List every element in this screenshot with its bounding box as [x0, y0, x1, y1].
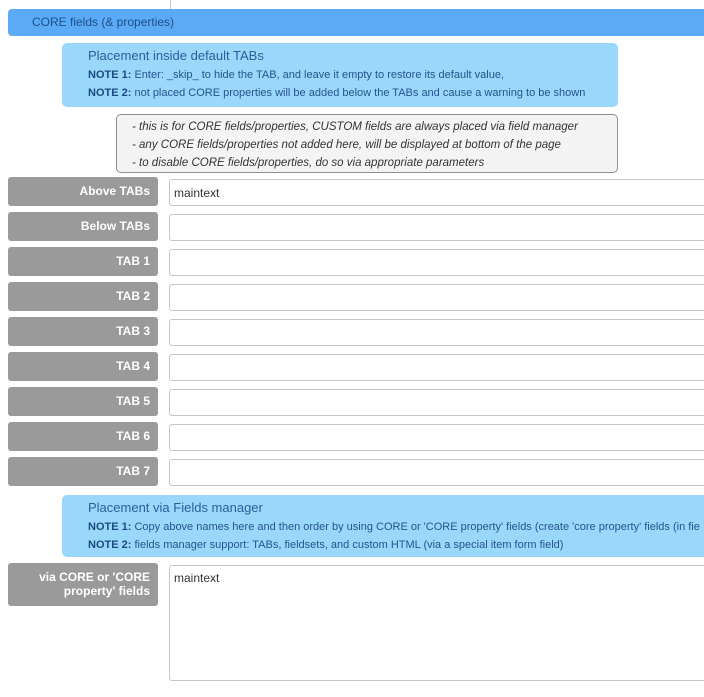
placement-tabs-info: [62, 43, 618, 107]
tab-3-input[interactable]: [169, 319, 704, 346]
tab-7-input[interactable]: [169, 459, 704, 486]
label-tab-4: TAB 4: [8, 352, 158, 381]
label-tab-1: TAB 1: [8, 247, 158, 276]
via-core-fields-textarea[interactable]: [169, 565, 704, 681]
label-below-tabs: Below TABs: [8, 212, 158, 241]
hint-line: - this is for CORE fields/properties, CUSTOM fields are always placed via field manager: [132, 121, 578, 133]
placement-tabs-title: Placement inside default TABs: [88, 48, 264, 63]
placement-fields-title: Placement via Fields manager: [88, 500, 263, 515]
below-tabs-input[interactable]: [169, 214, 704, 241]
label-tab-7: TAB 7: [8, 457, 158, 486]
placement-tabs-note2: NOTE 2: not placed CORE properties will be added below the TABs and cause a warning to be shown: [88, 87, 586, 99]
label-tab-2: TAB 2: [8, 282, 158, 311]
tab-6-input[interactable]: [169, 424, 704, 451]
label-via-core: via CORE or 'CORE property' fields: [8, 563, 158, 606]
tab-1-input[interactable]: [169, 249, 704, 276]
section-title: CORE fields (& properties): [32, 15, 175, 29]
placement-fields-info: [62, 495, 704, 557]
tab-4-input[interactable]: [169, 354, 704, 381]
label-above-tabs: Above TABs: [8, 177, 158, 206]
core-fields-hints: [116, 114, 618, 173]
tab-2-input[interactable]: [169, 284, 704, 311]
above-tabs-input[interactable]: [169, 179, 704, 206]
placement-fields-note2: NOTE 2: fields manager support: TABs, fieldsets, and custom HTML (via a special item form field): [88, 539, 564, 551]
section-header[interactable]: [8, 9, 704, 36]
label-tab-3: TAB 3: [8, 317, 158, 346]
hint-line: - any CORE fields/properties not added here, will be displayed at bottom of the page: [132, 139, 561, 151]
placement-fields-note1: NOTE 1: Copy above names here and then order by using CORE or 'CORE property' fields (create 'core property' fields (in fie: [88, 521, 700, 533]
hint-line: - to disable CORE fields/properties, do so via appropriate parameters: [132, 157, 485, 169]
tab-5-input[interactable]: [169, 389, 704, 416]
placement-tabs-note1: NOTE 1: Enter: _skip_ to hide the TAB, and leave it empty to restore its default value,: [88, 69, 504, 81]
label-tab-6: TAB 6: [8, 422, 158, 451]
label-tab-5: TAB 5: [8, 387, 158, 416]
